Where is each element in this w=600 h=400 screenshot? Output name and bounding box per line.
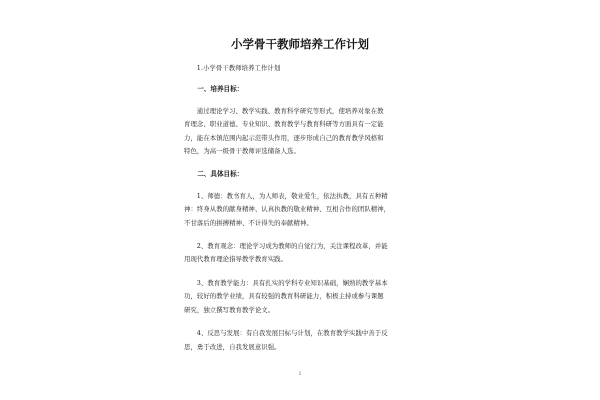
paragraph-line: 功，较好的教学业绩，具有较强的教育科研能力，积极主持或参与课题 [184,292,384,301]
list-item [184,190,414,230]
section-heading: 1.小学骨干教师培养工作计划 [196,64,281,72]
paragraph-line: 4、反思与发展：有自我发展目标与计划，在教育教学实践中善于反 [196,329,388,338]
paragraph-line: 通过理论学习、教学实践、教育科学研究等形式，使培养对象在教 [196,106,384,115]
list-item [184,277,414,317]
specific-heading: 二、具体目标： [197,170,244,179]
paragraph-line: 2、教育观念：理论学习成为教师的自觉行为，关注课程改革，并能 [196,242,388,251]
paragraph-line: 用现代教育理论指导教学教育实践。 [184,255,288,264]
paragraph-line: 不甘落后的拼搏精神、不计得失的奉献精神。 [184,218,313,227]
paragraph-line: 育理念、职业道德、专业知识、教育教学与教育科研等方面具有一定能 [184,120,384,129]
page-number: 1 [298,372,302,377]
document-title: 小学骨干教师培养工作计划 [231,37,369,51]
document-body [184,62,414,354]
list-item [184,327,414,354]
paragraph-line: 力，能在本镇范围内起示范带头作用，逐步形成自己的教育教学风格和 [184,133,384,142]
list-item [184,240,414,267]
paragraph-line: 神：终身从教的献身精神、认真执教的敬业精神、互相合作的团队精神， [184,205,391,214]
paragraph-line: 特色，为高一级骨干教师评选储备人选。 [184,147,300,156]
paragraph-line: 思，勇于改进，自我发展意识强。 [184,342,281,351]
goal-heading: 一、培养目标： [197,85,244,94]
paragraph-line: 研究，独立撰写教育教学论文。 [184,305,275,314]
paragraph-line: 1、师德：教书育人，为人师表，敬业爱生，依法执教，具有五种精 [196,191,388,200]
goal-paragraph [184,105,414,159]
paragraph-line: 3、教育教学能力：具有扎实的学科专业知识基础，娴熟的教学基本 [196,278,388,287]
